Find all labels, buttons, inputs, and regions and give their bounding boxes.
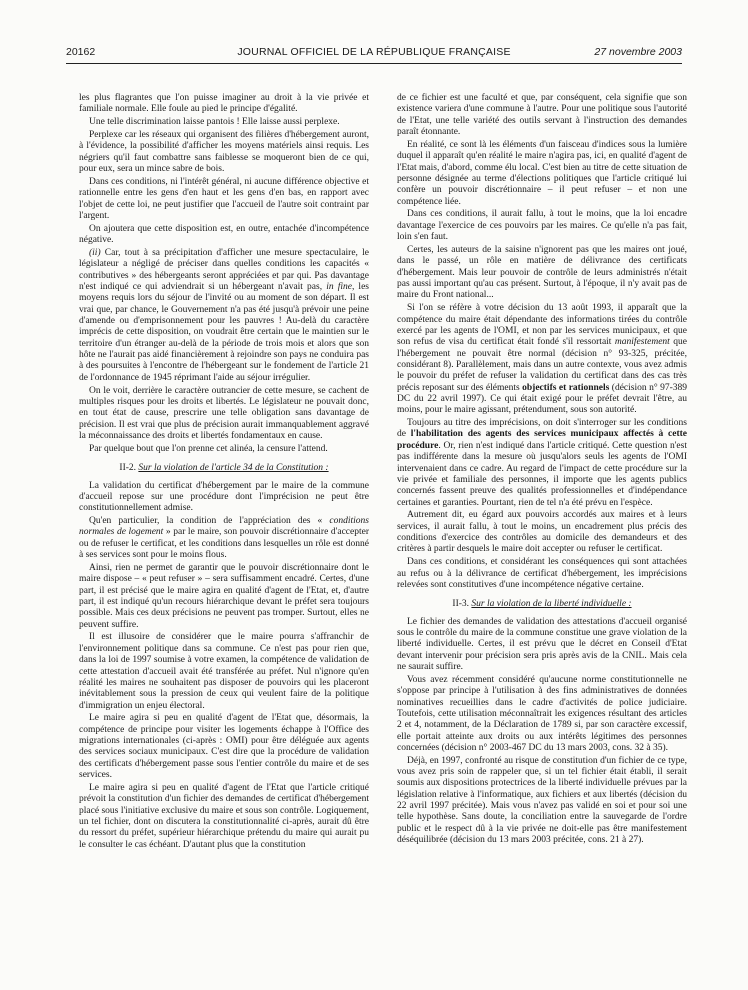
paragraph: Toujours au titre des imprécisions, on doit s'interroger sur les conditions de l'habilitation des agents des services municipaux affectés à cette procédure. Or, rien n'est indiqué dans l'article critiqué. Cette question n'est pas indifférente dans la mesure où jusqu'alors seuls les agents de l'OMI intervenaient dans ce cadre. Au regard de l'impact de cette procédure sur la vie privée et familiale des personnes, il importe que les agents publics concernés fassent preuve des qualités professionnelles et d'indépendance certaines et garanties. Pourtant, rien de tel n'a été prévu en l'espèce.: [397, 418, 688, 508]
section-title: Sur la violation de l'article 34 de la Constitution :: [138, 463, 329, 474]
journal-title: JOURNAL OFFICIEL DE LA RÉPUBLIQUE FRANÇAISE: [237, 46, 511, 58]
paragraph: Le maire agira si peu en qualité d'agent de l'Etat que l'article critiqué prévoit la constitution d'un fichier des demandes de certificat d'hébergement placé sous l'initiative exclusive du maire et sous son contrôle. Logiquement, un tel fichier, dont on discutera la constitutionnalité ci-après, aurait dû être du ressort du préfet, supérieur hiérarchique prétendu du maire qui aurait pu le consulter le cas échéant. D'autant plus que la constitution: [79, 782, 369, 850]
paragraph: Autrement dit, eu égard aux pouvoirs accordés aux maires et à leurs services, il aurait fallu, à tout le moins, un encadrement plus précis des conditions d'exercice des contrôles au domicile des demandeurs et des critères à partir desquels le maire doit accepter ou refuser le certificat.: [397, 510, 687, 555]
emphasis: in fine: [326, 282, 352, 292]
enumeration-marker: (ii): [89, 247, 101, 258]
paragraph: On le voit, derrière le caractère outrancier de cette mesure, se cachent de multiples risques pour les droits et libertés. Le législateur ne pouvait donc, en tout état de cause, prescrire une telle obligation sans davantage de précision. Il est vrai que plus de précision aurait immanquablement aggravé la méconnaissance des droits et libertés fondamentaux en cause.: [79, 385, 369, 441]
section-number: II-2.: [119, 463, 139, 474]
paragraph: Perplexe car les réseaux qui organisent des filières d'hébergement auront, à l'évidence, la possibilité d'afficher les moyens matériels ainsi requis. Les négriers qu'il faut combattre sans faiblesse se moqueront bien de ce qui, pour eux, sera un mince sabre de bois.: [79, 130, 369, 175]
paragraph: Déjà, en 1997, confronté au risque de constitution d'un fichier de ce type, vous avez pris soin de rappeler que, si un tel fichier était établi, il serait soumis aux dispositions protectrices de la liberté individuelle prévues par la législation relative à l'informatique, aux fichiers et aux libertés (décision du 22 avril 1997 précitée). Mais vous n'avez pas validé en soi et pour soi une telle hypothèse. Sans doute, la conciliation entre la sauvegarde de l'ordre public et le respect dû à la vie privée ne doit-elle pas être manifestement déséquilibrée (décision du 13 mars 2003 précitée, cons. 21 à 27).: [397, 755, 687, 846]
section-number: II-3.: [452, 599, 472, 610]
paragraph: La validation du certificat d'hébergement par le maire de la commune d'accueil repose sur une procédure dont l'imprécision ne peut être constitutionnellement admise.: [79, 480, 369, 514]
paragraph: Le fichier des demandes de validation des attestations d'accueil organisé sous le contrôle du maire de la commune constitue une grave violation de la liberté individuelle. Certes, il est prévu que le décret en Conseil d'Etat devant intervenir pour précision sera pris après avis de la CNIL. Mais cela ne saurait suffire.: [397, 616, 687, 672]
section-title: Sur la violation de la liberté individuelle :: [471, 599, 632, 610]
emphasis-bold: l'habilitation des agents des services municipaux affectés à cette procédure: [397, 429, 688, 451]
left-column: [79, 93, 369, 853]
paragraph: Une telle discrimination laisse pantois ! Elle laisse aussi perplexe.: [89, 117, 340, 128]
right-column: [397, 93, 687, 848]
publication-date: 27 novembre 2003: [594, 46, 682, 58]
paragraph: Certes, les auteurs de la saisine n'ignorent pas que les maires ont joué, dans le passé, un rôle en matière de délivrance des certificats d'hébergement. Mais leur pouvoir de contrôle de leurs administrés n'était pas aussi important qu'au cas présent. Surtout, à l'époque, il n'y avait pas de maire du Front national...: [397, 244, 687, 301]
paragraph: Vous avez récemment considéré qu'aucune norme constitutionnelle ne s'oppose par principe à l'utilisation à des fins administratives de données nominatives recueillies dans le cadre d'activités de police judiciaire. Toutefois, cette utilisation méconnaîtrait les exigences résultant des articles 2 et 4, notamment, de la Déclaration de 1789 si, par son caractère excessif, elle portait atteinte aux droits ou aux intérêts légitimes des personnes concernées (décision n° 2003-467 DC du 13 mars 2003, cons. 32 à 35).: [397, 674, 687, 753]
page-number: 20162: [66, 46, 96, 58]
paragraph: On ajoutera que cette disposition est, en outre, entachée d'incompétence négative.: [79, 223, 369, 246]
emphasis-bold: objectifs et rationnels: [522, 382, 610, 393]
emphasis: manifestement: [614, 337, 670, 348]
paragraph: Il est illusoire de considérer que le maire pourra s'affranchir de l'environnement politique dans sa commune. Ce n'est pas pour rien que, dans la loi de 1997 soumise à votre examen, la compétence de validation de cette attestation d'accueil avait été transférée au préfet. Nul n'ignore qu'en réalité les maires ne souhaitent pas disposer de pouvoirs qui les placeront inévitablement sous la pression de ceux qui veulent faire de la politique d'immigration un enjeu électoral.: [79, 632, 369, 711]
paragraph: Qu'en particulier, la condition de l'appréciation des « conditions normales de logement » par le maire, son pouvoir discrétionnaire d'accepter ou de refuser le certificat, et les conditions dans lesquelles un rôle est donné à ses services sont pour le moins flous.: [79, 516, 369, 561]
paragraph: les plus flagrantes que l'on puisse imaginer au droit à la vie privée et familiale normale. Elle foule au pied le principe d'égalité.: [79, 93, 369, 115]
section-heading: [79, 463, 369, 474]
paragraph: Dans ces conditions, ni l'intérêt général, ni aucune différence objective et rationnelle entre les gens d'en haut et les gens d'en bas, en rapport avec l'objet de cette loi, ne peut justifier que l'accueil de l'autre soit contraint par l'argent.: [79, 176, 369, 221]
paragraph: Dans ces conditions, et considérant les conséquences qui sont attachées au refus ou à la délivrance de certificat d'hébergement, les imprécisions relevées sont constitutives d'une incompétence négative certaine.: [397, 557, 687, 590]
section-heading: [397, 599, 687, 610]
paragraph: Ainsi, rien ne permet de garantir que le pouvoir discrétionnaire dont le maire dispose – « peut refuser » – sera suffisamment encadré. Certes, d'une part, il est précisé que le maire agira en qualité d'agent de l'Etat, et, d'autre part, il est indiqué qu'un recours hiérarchique devant le préfet sera toujours possible. Mais ces deux précisions ne peuvent pas tromper. Surtout, elles ne peuvent suffire.: [79, 562, 369, 630]
page-header: [66, 46, 682, 62]
paragraph: Par quelque bout que l'on prenne cet alinéa, la censure l'attend.: [89, 443, 328, 454]
paragraph: de ce fichier est une faculté et que, par conséquent, cela signifie que son existence variera d'une commune à l'autre. Pour une politique sous l'autorité de l'Etat, une telle variété des outils servant à l'instruction des demandes paraît étonnante.: [397, 93, 687, 138]
paragraph: (ii) Car, tout à sa précipitation d'afficher une mesure spectaculaire, le législateur a négligé de préciser dans quelles conditions les capacités « contributives » des hébergeants seront appréciées et par qui. Pas davantage n'est indiqué ce qui adviendrait si un hébergeant n'avait pas, in fine, les moyens requis lors du séjour de l'invité ou au moment de son départ. Il est vrai que, par chance, le Gouvernement n'a pas été jusqu'à prévoir une peine d'amende ou d'emprisonnement pour les pauvres ! Au-delà du caractère imprécis de cette disposition, on voudrait être certain que le maintien sur le territoire d'un étranger au-delà de la période de trois mois et alors que son hôte ne l'aurait pas aidé financièrement à rejoindre son pays ne conduira pas à des poursuites à l'encontre de l'hébergeant sur le fondement de l'article 21 de l'ordonnance de 1945 réprimant l'aide au séjour irrégulier.: [79, 247, 369, 383]
paragraph: Le maire agira si peu en qualité d'agent de l'Etat que, désormais, la compétence de principe pour visiter les logements échappe à l'Office des migrations internationales (ci-après : OMI) pour être déléguée aux agents des services sociaux municipaux. C'est dire que la procédure de validation des certificats d'hébergement passe sous l'entier contrôle du maire et de ses services.: [79, 713, 369, 781]
paragraph: Dans ces conditions, il aurait fallu, à tout le moins, que la loi encadre davantage l'exercice de ces pouvoirs par les maires. Ce qu'elle n'a pas fait, loin s'en faut.: [397, 209, 687, 243]
emphasis: conditions normales de logement: [79, 516, 369, 538]
paragraph: En réalité, ce sont là les éléments d'un faisceau d'indices sous la lumière duquel il apparaît qu'en réalité le maire n'agira pas, ici, en qualité d'agent de l'Etat mais, d'abord, comme élu local. C'est bien au titre de cette situation de personne désignée au terme d'élections politiques que l'article critiqué lui confère un pouvoir discrétionnaire – il peut refuser – et non une compétence liée.: [397, 139, 687, 207]
paragraph: Si l'on se réfère à votre décision du 13 août 1993, il apparaît que la compétence du maire était dépendante des informations tirées du contrôle exercé par les agents de l'OMI, et non par les services municipaux, et que son refus de visa du certificat était fondé s'il ressortait manifestement que l'hébergement ne pouvait être normal (décision n° 93-325, précitée, considérant 8). Parallèlement, mais dans un autre contexte, vous avez admis le pouvoir du préfet de refuser la validation du certificat dans des cas très précis reposant sur des éléments objectifs et rationnels (décision n° 97-389 DC du 22 avril 1997). Ce qui était exigé pour le préfet devrait l'être, au moins, pour le maire agissant, prétendument, sous son autorité.: [397, 303, 688, 416]
header-rule: [66, 63, 682, 64]
